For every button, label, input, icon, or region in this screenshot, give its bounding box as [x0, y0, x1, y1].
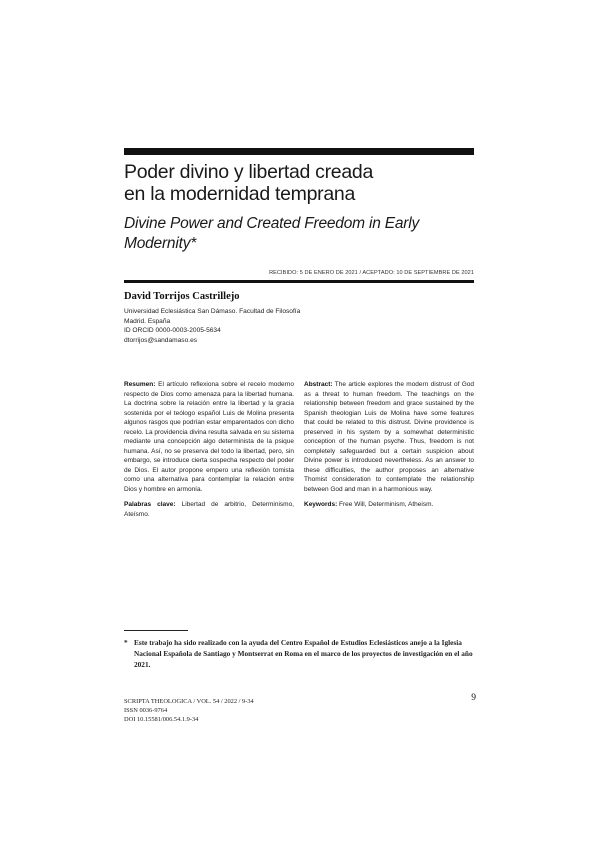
affiliation-institution: Universidad Eclesiástica San Dámaso. Facultad de Filosofía — [124, 308, 301, 315]
abstract-spanish-label: Resumen: — [124, 381, 156, 388]
keywords-spanish-label: Palabras clave: — [124, 501, 176, 508]
keywords-english-text: Free Will, Determinism, Atheism. — [339, 501, 434, 508]
footnote-text: Este trabajo ha sido realizado con la ayuda del Centro Español de Estudios Eclesiásticos anejo a la Iglesia Nacional Española de Santiago y Montserrat en Roma en el marco de los proyectos de investigación en el año 2021. — [134, 638, 473, 669]
header-rule — [124, 280, 474, 283]
author-affiliation — [124, 307, 300, 345]
journal-issn: ISSN 0036-9764 — [124, 707, 168, 714]
affiliation-email: dtorrijos@sandamaso.es — [124, 336, 198, 344]
title-line-2: en la modernidad temprana — [124, 183, 355, 205]
page-number: 9 — [471, 693, 476, 703]
article-title-spanish — [124, 161, 474, 205]
abstract-spanish-body — [124, 380, 294, 494]
abstract-spanish — [124, 380, 294, 519]
footnote-rule — [124, 630, 188, 631]
keywords-english-label: Keywords: — [304, 501, 338, 508]
abstract-english-body — [304, 380, 474, 494]
title-line-1: Poder divino y libertad creada — [124, 161, 373, 183]
received-accepted-dates: RECIBIDO: 5 DE ENERO DE 2021 / ACEPTADO: 10 DE SEPTIEMBRE DE 2021 — [269, 270, 474, 276]
journal-doi: DOI 10.15581/006.54.1.9-34 — [124, 716, 199, 723]
article-title-english: Divine Power and Created Freedom in Early Modernity* — [124, 215, 420, 252]
journal-info — [124, 697, 254, 724]
top-rule — [124, 148, 474, 155]
author-name: David Torrijos Castrillejo — [124, 291, 240, 302]
abstract-spanish-text: El artículo reflexiona sobre el recelo moderno respecto de Dios como amenaza para la libertad humana. La doctrina sobre la relación entre la libertad y la gracia sostenida por el teólogo español Luis de Molina presenta algunos rasgos que podrían estar emparentados con dicho recelo. La providencia divina resulta salvada en su sistema mediante una concepción algo determinista de la psique humana. Así, no se preserva del todo la libertad, pero, sin embargo, se introduce cierta sospecha respecto del poder de Dios. El autor propone empero una reflexión tomista como una alternativa para contemplar la relación entre Dios y hombre en armonía. — [124, 381, 295, 493]
keywords-spanish-text: Libertad de arbitrio, Determinismo, Ateísmo. — [124, 501, 294, 518]
abstract-english — [304, 380, 474, 510]
abstract-english-text: The article explores the modern distrust of God as a threat to human freedom. The teachings on the relationship between freedom and grace sustained by the Spanish theologian Luis de Molina have some features that could be related to this distrust. Divine providence is preserved in his system by a somewhat deterministic conception of the human psyche. Thus, freedom is not completely safeguarded but a certain suspicion about Divine power is introduced nevertheless. As an answer to these difficulties, the author proposes an alternative Thomist consideration to contemplate the relationship between God and man in a harmonious way. — [304, 381, 474, 493]
footnote — [124, 637, 476, 670]
affiliation-location: Madrid. España — [124, 317, 171, 325]
keywords-english — [304, 500, 474, 510]
footnote-mark: * — [124, 638, 128, 647]
affiliation-orcid: ID ORCID 0000-0003-2005-5634 — [124, 327, 221, 334]
journal-citation: SCRIPTA THEOLOGICA / VOL. 54 / 2022 / 9-34 — [124, 698, 254, 705]
abstract-english-label: Abstract: — [304, 381, 333, 388]
keywords-spanish — [124, 500, 294, 519]
